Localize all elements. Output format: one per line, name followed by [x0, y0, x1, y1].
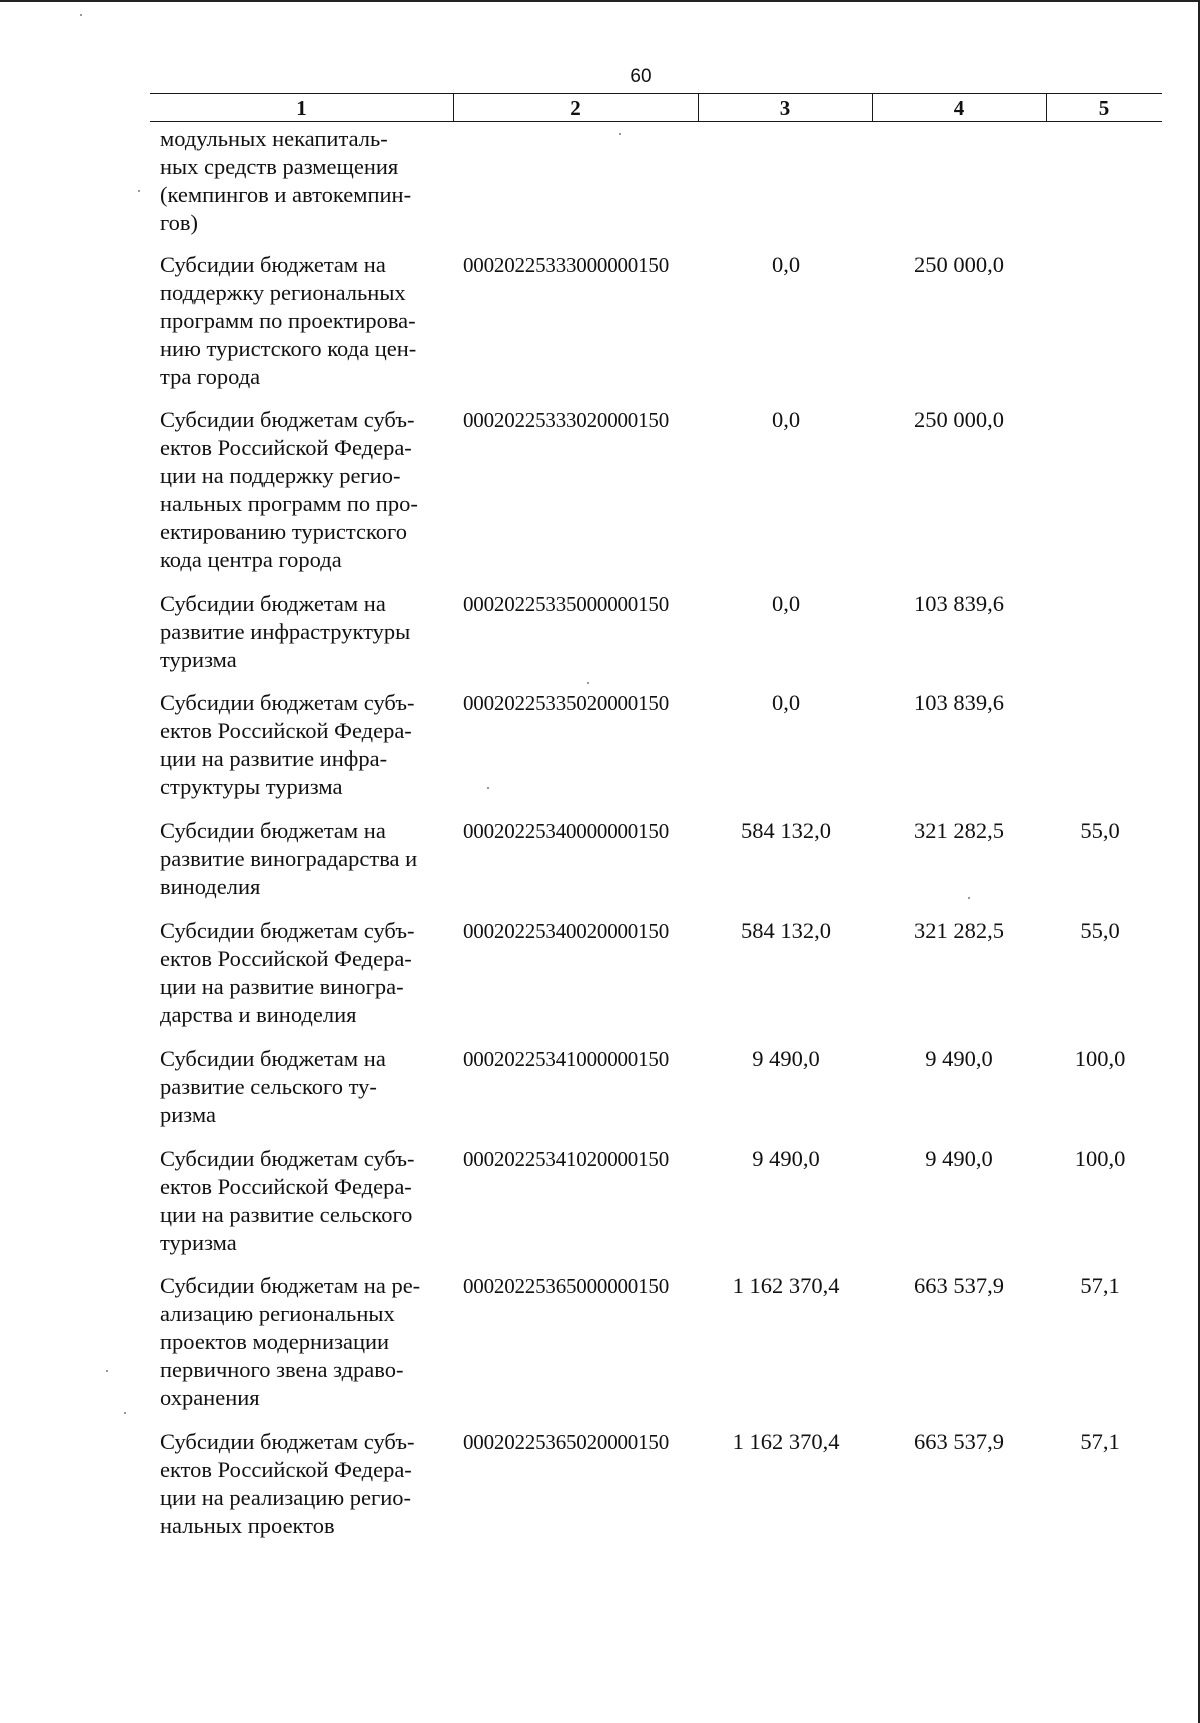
row-description	[160, 251, 443, 391]
row-description	[160, 1272, 443, 1412]
desc-line: Субсидии бюджетам субъ-	[160, 1146, 415, 1171]
scan-speck	[124, 1412, 126, 1414]
scan-speck	[968, 897, 970, 899]
desc-line: охранения	[160, 1385, 260, 1410]
row-value-col4: 321 282,5	[914, 818, 1004, 843]
row-value-col4: 321 282,5	[914, 918, 1004, 943]
desc-line: проектов модернизации	[160, 1329, 390, 1354]
scan-speck	[106, 1370, 108, 1372]
row-description	[160, 590, 443, 674]
desc-line: туризма	[160, 1230, 237, 1255]
desc-line: ции на поддержку регио-	[160, 463, 401, 488]
desc-line: ции на развитие сельского	[160, 1202, 413, 1227]
desc-line: тра города	[160, 364, 261, 389]
row-value-col4: 103 839,6	[914, 591, 1004, 616]
desc-line: Субсидии бюджетам субъ-	[160, 918, 415, 943]
row-description	[160, 1428, 443, 1540]
desc-line: ализацию региональных	[160, 1301, 395, 1326]
scan-speck	[487, 787, 489, 789]
row-value-col3: 9 490,0	[752, 1046, 820, 1071]
desc-line: туризма	[160, 647, 237, 672]
desc-line: Субсидии бюджетам на	[160, 818, 386, 843]
header-col-2: 2	[570, 96, 581, 120]
row-value-col4: 9 490,0	[925, 1146, 993, 1171]
desc-line: Субсидии бюджетам на	[160, 252, 386, 277]
desc-line: развитие виноградарства и	[160, 846, 418, 871]
header-col-3: 3	[779, 96, 791, 120]
row-value-col4: 103 839,6	[914, 690, 1004, 715]
row-value-col3: 584 132,0	[741, 818, 831, 843]
desc-line: поддержку региональных	[160, 280, 406, 305]
row-value-col4: 250 000,0	[914, 407, 1004, 432]
row-value-col4: 663 537,9	[914, 1429, 1004, 1454]
row-value-col5: 57,1	[1080, 1273, 1120, 1298]
row-code: 00020225365000000150	[463, 1274, 670, 1298]
row-value-col4: 9 490,0	[925, 1046, 993, 1071]
desc-line: ции на развитие виногра-	[160, 974, 404, 999]
row-value-col3: 0,0	[771, 591, 801, 616]
row-description	[160, 1045, 443, 1129]
desc-line: (кемпингов и автокемпин-	[160, 182, 412, 207]
desc-line: структуры туризма	[160, 774, 343, 799]
row-code: 00020225335020000150	[463, 691, 670, 715]
row-code: 00020225333020000150	[463, 408, 670, 432]
desc-line: ектов Российской Федера-	[160, 946, 412, 971]
row-code: 00020225341020000150	[463, 1147, 670, 1171]
desc-line: ных средств размещения	[160, 154, 399, 179]
row-value-col5: 57,1	[1080, 1429, 1120, 1454]
row-code: 00020225365020000150	[463, 1430, 670, 1454]
row-value-col3: 1 162 370,4	[732, 1429, 840, 1454]
desc-line: нальных проектов	[160, 1513, 335, 1538]
desc-line: ризма	[160, 1102, 216, 1127]
header-bottom-rule	[150, 121, 1162, 122]
desc-line: первичного звена здраво-	[160, 1357, 404, 1382]
row-value-col4: 663 537,9	[914, 1273, 1004, 1298]
row-description	[160, 125, 443, 237]
scan-speck	[80, 14, 82, 16]
desc-line: ектов Российской Федера-	[160, 718, 412, 743]
header-top-rule	[150, 93, 1162, 94]
row-value-col3: 9 490,0	[752, 1146, 820, 1171]
row-value-col4: 250 000,0	[914, 252, 1004, 277]
row-value-col5: 55,0	[1080, 818, 1120, 843]
desc-line: ектов Российской Федера-	[160, 1457, 412, 1482]
desc-line: ектов Российской Федера-	[160, 435, 412, 460]
row-value-col3: 0,0	[771, 407, 801, 432]
desc-line: виноделия	[160, 874, 261, 899]
desc-line: развитие сельского ту-	[160, 1074, 377, 1099]
desc-line: нию туристского кода цен-	[160, 336, 417, 361]
row-value-col5: 100,0	[1074, 1146, 1126, 1171]
page-number: 60	[630, 66, 652, 87]
scan-edge-top	[0, 0, 1200, 2]
desc-line: ектированию туристского	[160, 519, 407, 544]
desc-line: ции на развитие инфра-	[160, 746, 388, 771]
row-description	[160, 817, 443, 901]
scan-speck	[587, 682, 589, 684]
scan-speck	[138, 190, 140, 192]
row-description	[160, 689, 443, 801]
desc-line: ции на реализацию регио-	[160, 1485, 412, 1510]
row-code: 00020225333000000150	[463, 253, 670, 277]
desc-line: Субсидии бюджетам на	[160, 591, 386, 616]
row-description	[160, 1145, 443, 1257]
header-col-5: 5	[1098, 96, 1110, 120]
desc-line: дарства и виноделия	[160, 1002, 357, 1027]
desc-line: программ по проектирова-	[160, 308, 416, 333]
desc-line: Субсидии бюджетам субъ-	[160, 407, 415, 432]
desc-line: нальных программ по про-	[160, 491, 418, 516]
desc-line: ектов Российской Федера-	[160, 1174, 412, 1199]
desc-line: кода центра города	[160, 547, 342, 572]
row-value-col3: 0,0	[771, 690, 801, 715]
desc-line: Субсидии бюджетам на	[160, 1046, 386, 1071]
row-value-col3: 1 162 370,4	[732, 1273, 840, 1298]
row-code: 00020225341000000150	[463, 1047, 670, 1071]
desc-line: модульных некапиталь-	[160, 126, 388, 151]
row-value-col5: 55,0	[1080, 918, 1120, 943]
desc-line: Субсидии бюджетам субъ-	[160, 1429, 415, 1454]
desc-line: гов)	[160, 210, 199, 235]
row-code: 00020225335000000150	[463, 592, 670, 616]
scan-speck	[619, 133, 621, 135]
row-value-col3: 0,0	[771, 252, 801, 277]
desc-line: развитие инфраструктуры	[160, 619, 411, 644]
header-col-1: 1	[296, 96, 307, 120]
row-value-col5: 100,0	[1074, 1046, 1126, 1071]
row-code: 00020225340000000150	[463, 819, 670, 843]
desc-line: Субсидии бюджетам на ре-	[160, 1273, 421, 1298]
desc-line: Субсидии бюджетам субъ-	[160, 690, 415, 715]
row-description	[160, 917, 443, 1029]
header-col-4: 4	[953, 96, 965, 120]
row-code: 00020225340020000150	[463, 919, 670, 943]
row-description	[160, 406, 443, 574]
row-value-col3: 584 132,0	[741, 918, 831, 943]
